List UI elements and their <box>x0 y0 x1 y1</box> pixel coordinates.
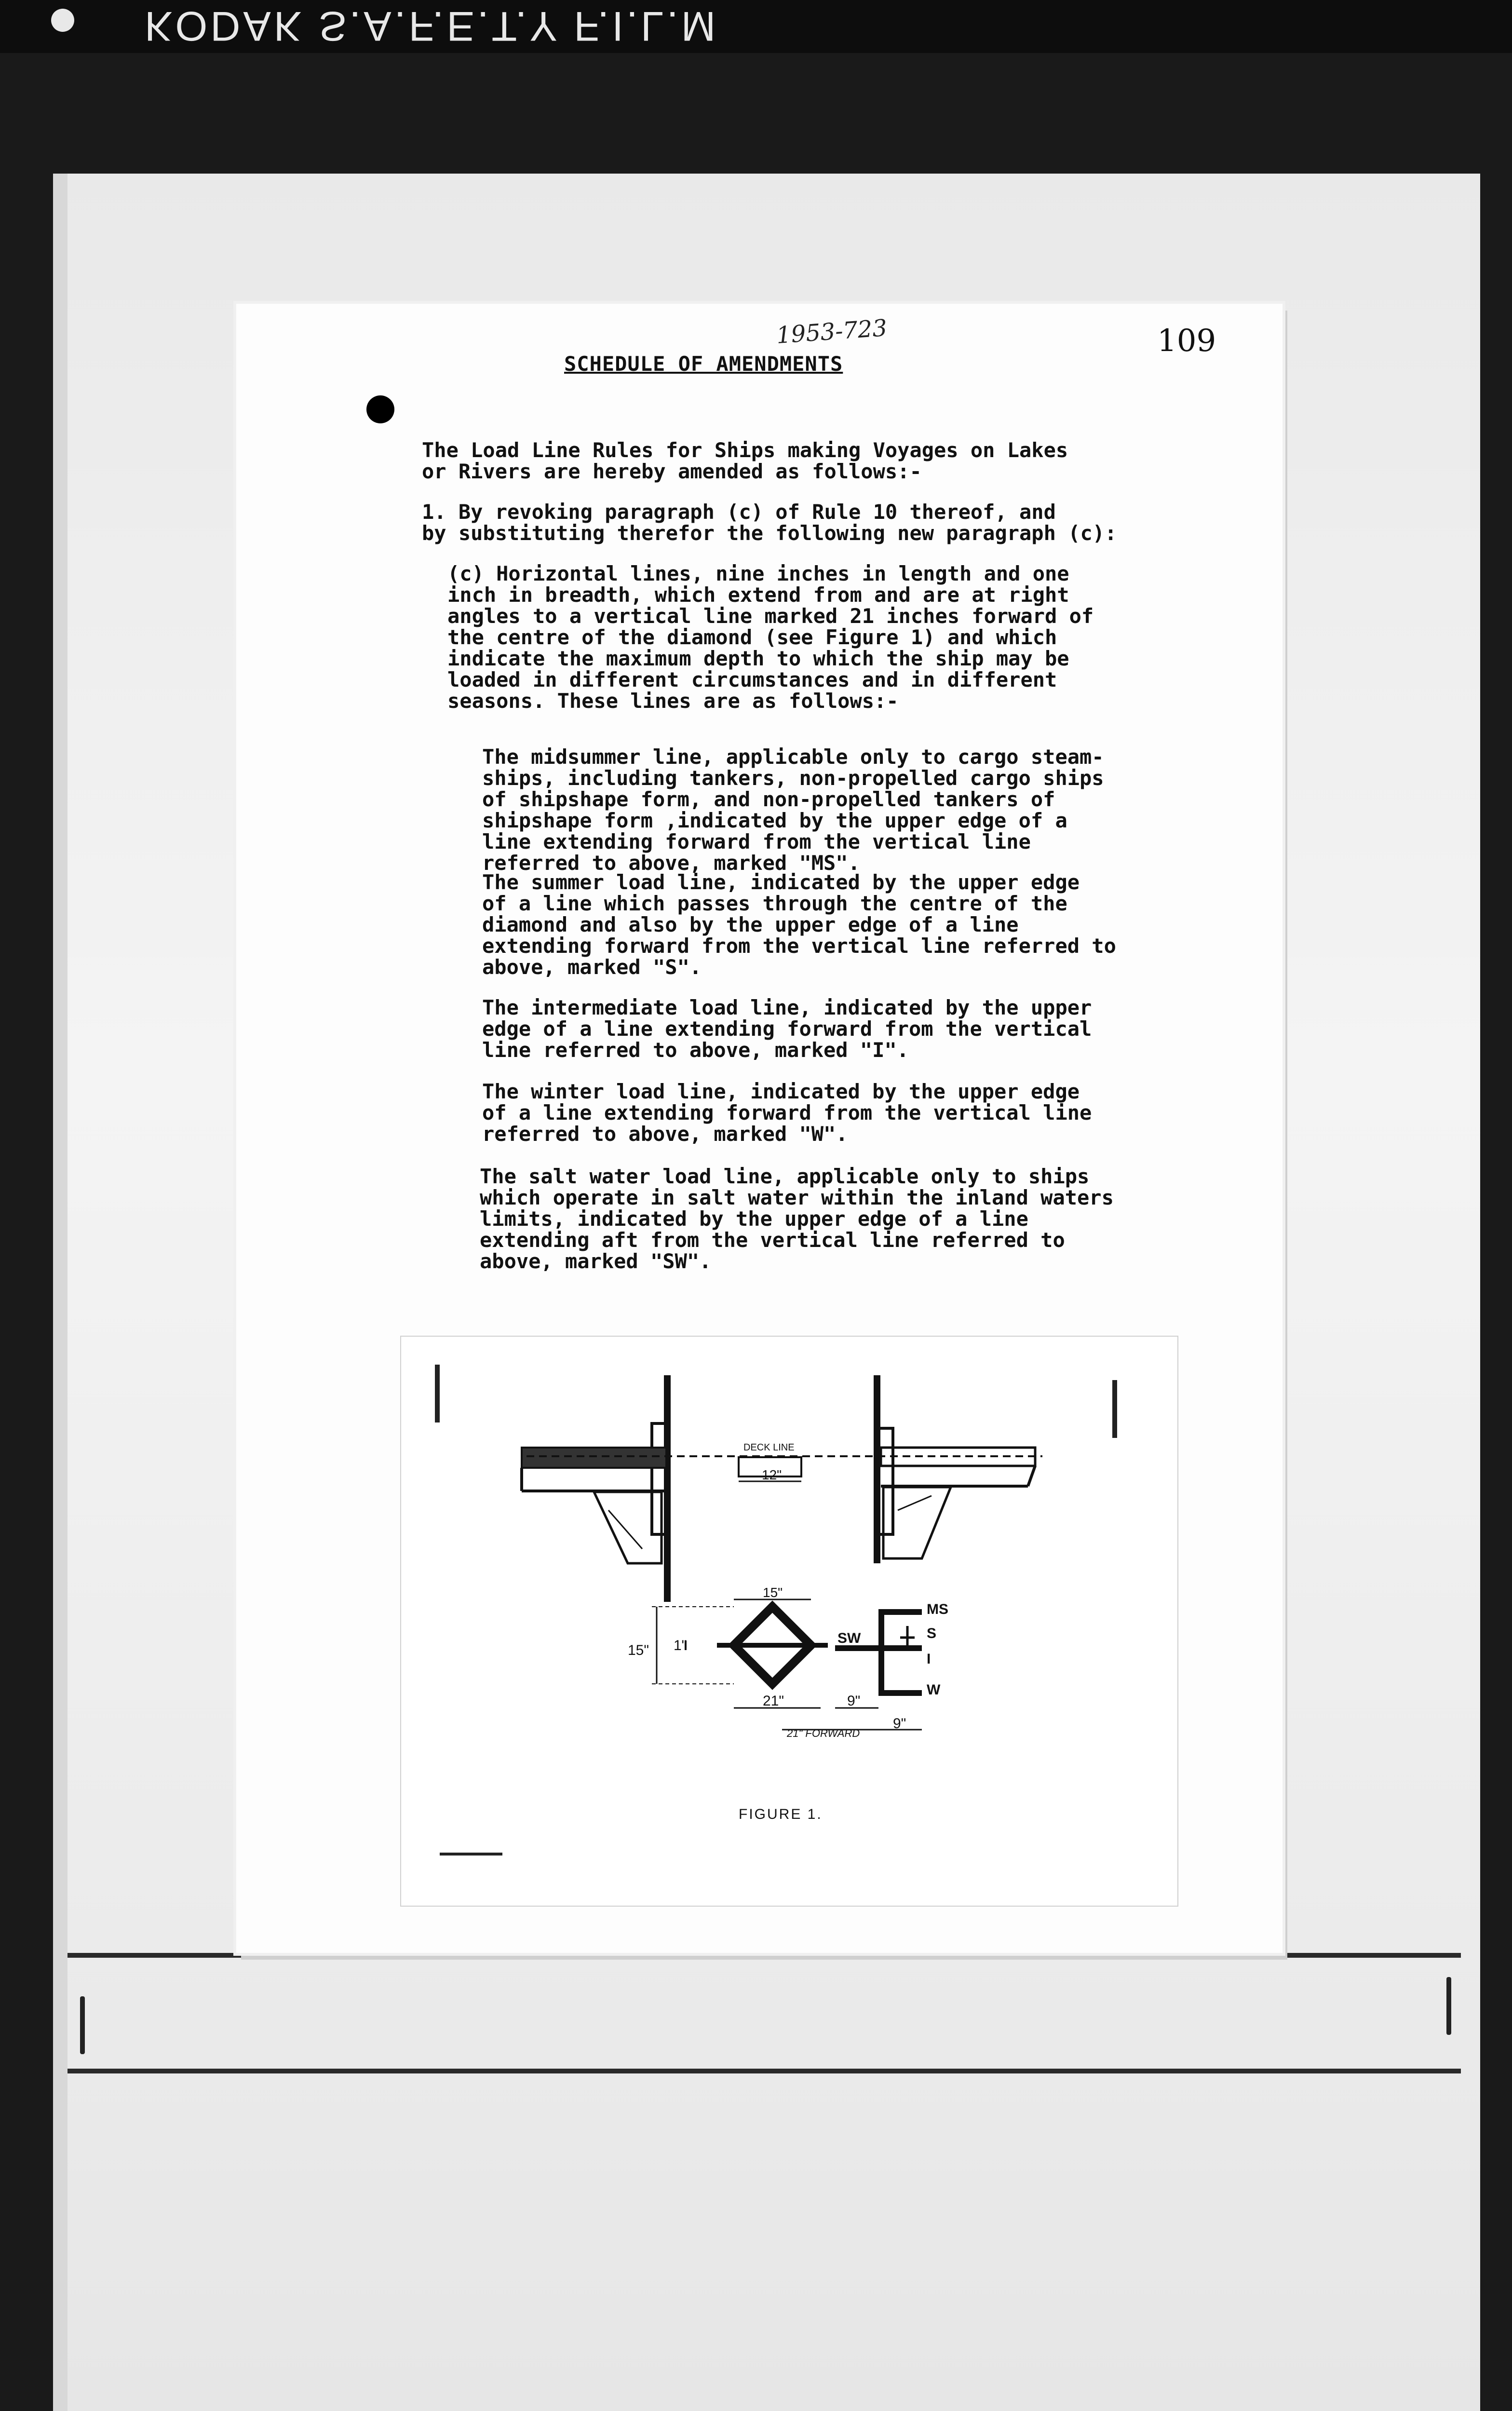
figure-caption: FIGURE 1. <box>739 1806 823 1822</box>
mark-label-s: S <box>927 1625 937 1641</box>
clip-mark-right <box>1446 1977 1451 2035</box>
paragraph-winter: The winter load line, indicated by the upper edge of a line extending forward from the vertical line referred to above, marked "W". <box>482 1080 1092 1146</box>
figure-underline-mark <box>440 1853 502 1856</box>
deck-line-label: DECK LINE <box>743 1442 795 1453</box>
mark-label-w: W <box>927 1682 941 1698</box>
film-dot-icon <box>51 9 74 32</box>
dimension-1-label: 1" <box>674 1638 687 1653</box>
document-title: SCHEDULE OF AMENDMENTS <box>564 352 843 376</box>
dimension-9-a-label: 9" <box>847 1693 861 1709</box>
hull-section-left <box>522 1375 671 1602</box>
dimension-15-left-label: 15" <box>628 1642 649 1658</box>
page-number: 109 <box>1157 323 1216 359</box>
figure-clip-right <box>1112 1380 1117 1438</box>
mark-label-sw: SW <box>837 1630 861 1646</box>
film-edge-text: KODAK S.A.F.E.T.Y F.I.L.M <box>145 3 719 49</box>
paragraph-intro: The Load Line Rules for Ships making Voyages on Lakes or Rivers are hereby amended as follows:- <box>422 438 1068 483</box>
dimension-9-b-label: 9" <box>893 1716 906 1732</box>
board-divider-top <box>68 1953 1461 1958</box>
paragraph-salt-water: The salt water load line, applicable only to ships which operate in salt water within the inland waters limits, indicated by the upper edge of a line extending aft from the vertical line referred to above, marked "SW". <box>480 1165 1114 1273</box>
paragraph-1: 1. By revoking paragraph (c) of Rule 10 thereof, and by substituting therefor the following new paragraph (c): <box>422 500 1117 545</box>
paragraph-c: (c) Horizontal lines, nine inches in length and one inch in breadth, which extend from and are at right angles to a vertical line marked 21 inches forward of the centre of the diamond (see Figure 1) and which indicate the maximum depth to which the ship may be loaded in different circumstances and in different seasons. These lines are as follows:- <box>447 562 1094 713</box>
dimension-12-label: 12" <box>762 1467 782 1482</box>
dimension-15-top-label: 15" <box>763 1585 783 1600</box>
handwritten-reference: 1953-723 <box>775 314 888 349</box>
mark-label-ms: MS <box>927 1601 948 1617</box>
hull-section-right <box>874 1375 1035 1563</box>
figure-1 <box>400 1336 1178 1907</box>
load-line-diamond <box>717 1607 828 1684</box>
figure-clip-left <box>435 1365 440 1422</box>
paragraph-summer: The summer load line, indicated by the upper edge of a line which passes through the centre of the diamond and also by the upper edge of a line extending forward from the vertical line referred to above, marked "S". <box>482 870 1116 979</box>
paragraph-midsummer: The midsummer line, applicable only to cargo steam- ships, including tankers, non-propelled cargo ships of shipshape form, and non-propelled tankers of shipshape form ,indicated by the upper edge of a line extending forward from the vertical line referred to above, marked "MS". <box>482 745 1104 875</box>
paragraph-intermediate: The intermediate load line, indicated by the upper edge of a line extending forward from the vertical line referred to above, marked "I". <box>482 996 1092 1062</box>
clip-mark-left <box>80 1996 85 2054</box>
document-page <box>236 304 1282 1953</box>
board-divider-bottom <box>68 2069 1461 2073</box>
forward-21-label: 21" FORWARD <box>787 1727 860 1739</box>
load-line-diagram <box>401 1337 1177 1906</box>
load-line-marks <box>835 1609 922 1696</box>
film-edge-strip <box>0 0 1512 53</box>
mark-label-i: I <box>927 1651 931 1667</box>
dimension-21-label: 21" <box>763 1693 784 1709</box>
punch-hole <box>366 395 394 423</box>
